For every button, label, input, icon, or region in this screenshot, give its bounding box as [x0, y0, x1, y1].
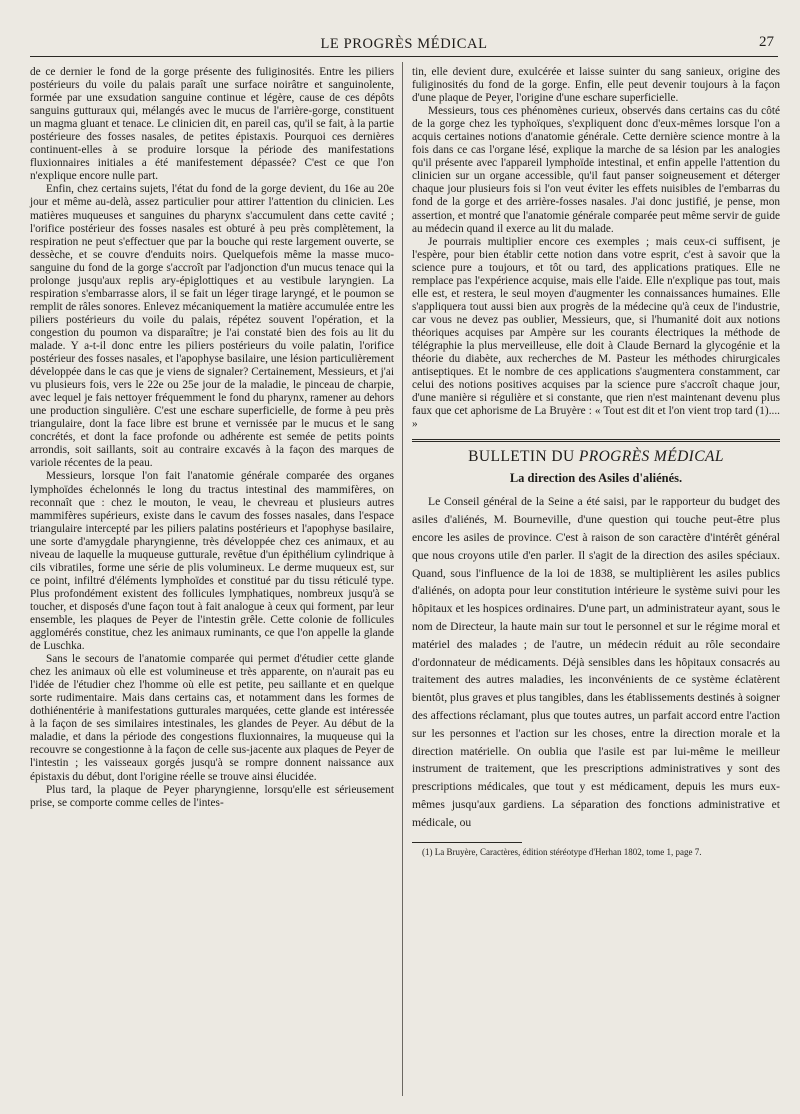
bulletin-heading-italic: PROGRÈS MÉDICAL: [578, 448, 724, 466]
footnote-divider: [412, 842, 522, 843]
paragraph: Messieurs, lorsque l'on fait l'anatomie générale comparée des organes lymphoïdes échelonnés le long du tractus intestinal des mammifères, on reconnaît que : chez le mouton, le veau, le chevreau et plusieurs autres mammifères supérieurs, existe dans le cavum des fosses nasales, dans l'espace triangulaire intercepté par les piliers palatins postérieurs et l'apophyse basilaire, une sorte d'amygdale pharyngienne, très développée chez ces animaux, et au niveau de laquelle la muqueuse gutturale, revêtue d'un épithélium cylindrique à cils vibratiles, forme une série de plis volumineux. Le derme muqueux est, sur ce point, infiltré d'éléments lymphoïdes et constitué par du tissu réticulé type. Plus profondément existent des follicules lymphatiques, nombreux jusqu'à se toucher, et disposés d'une façon tout à fait analogue à ceux qui forment, par leur ensemble, les plaques de Peyer de l'intestin grêle. Cette colonie de follicules agglomérés constitue, chez les animaux ruminants, ce que l'on appelle la glande de Luschka.: [30, 470, 394, 653]
page-number: 27: [759, 34, 774, 50]
paragraph: Messieurs, tous ces phénomènes curieux, observés dans certains cas du côté de la gorge chez les typhoïques, s'expliquent donc d'eux-mêmes lorsque l'on a acquis certaines notions d'anatomie générale. Cette dernière science montre à la fois dans ce cas l'organe lésé, explique la marche de sa lésion par les analogies qu'il présente avec l'appareil lymphoïde intestinal, et enfin appelle l'attention du clinicien sur un organe accessible, qu'il faut panser soigneusement et déterger chaque jour plusieurs fois si l'on veut éviter les effets nuisibles de l'embarras du fond de la gorge et des arrière-fosses nasales. J'ai donc justifié, je pense, mon assertion, et montré que l'anatomie générale comparée peut même servir de guide au médecin quand il exerce au lit du malade.: [412, 105, 780, 235]
right-column: [412, 66, 780, 858]
bulletin-heading: [412, 448, 780, 466]
paragraph: Je pourrais multiplier encore ces exemples ; mais ceux-ci suffisent, je l'espère, pour bien établir cette notion dans votre esprit, c'est à savoir que la science pure a toujours, et tôt ou tard, des applications pratiques. Elle ne remplace pas l'expérience acquise, mais elle l'aide. Elle n'explique pas tout, mais elle est, et restera, le seul moyen d'augmenter les connaissances humaines. Elle s'appliquera tout aussi bien aux progrès de la médecine qu'à ceux de l'industrie, car vous ne devez pas oublier, Messieurs, que, si l'humanité doit aux notions théoriques acquises par Ampère sur les courants électriques la méthode de télégraphie la plus merveilleuse, elle doit à Claude Bernard la glycogénie et la théorie du diabète, aux recherches de M. Pasteur les méthodes chirurgicales antiseptiques. Et le nombre de ces applications s'augmentera constamment, car celui des notions positives acquises par la science pure s'accroît chaque jour, d'une manière si régulière et si constante, que rien n'est maintenant devenu plus faux que cet aphorisme de La Bruyère : « Tout est dit et l'on vient trop tard (1).... »: [412, 235, 780, 431]
journal-title: LE PROGRÈS MÉDICAL: [320, 36, 488, 52]
paragraph: Le Conseil général de la Seine a été saisi, par le rapporteur du budget des asiles d'aliénés, M. Bourneville, d'une question qui touche peut-être plus encore les asiles de province. C'est à raison de son caractère d'intérêt général que nous croyons utile d'en parler. Il s'agit de la direction des asiles spéciaux. Quand, sous l'influence de la loi de 1838, se multiplièrent les asiles publics d'aliénés, on adopta pour leur constitution intérieure le système suivi pour les hôpitaux et les hospices ordinaires. D'une part, un administrateur ayant, sous le nom de Directeur, la haute main sur tout le personnel et sur le régime moral et matériel des malades ; de l'autre, un médecin réduit au rôle secondaire d'ordonnateur de médicaments. Déjà sensibles dans les hôpitaux consacrés au traitement des autres maladies, les inconvénients de ce système éclatèrent bientôt, plus graves et plus tangibles, dans les établissements destinés à soigner des affections réclamant, plus que toutes autres, un parfait accord entre l'action sur les personnes et l'action sur les choses, entre la direction morale et la direction matérielle. On oublia que l'asile est par lui-même le meilleur instrument de traitement, que les prescriptions administratives y sont des prescriptions médicales, que tout y est médicament, depuis les murs eux-mêmes jusqu'aux gardiens. La séparation des fonctions administrative et médicale, ou: [412, 495, 780, 829]
paragraph: Sans le secours de l'anatomie comparée qui permet d'étudier cette glande chez les animaux où elle est volumineuse et très apparente, on n'aurait pas eu l'idée de l'étudier chez l'homme où elle est petite, peu saillante et en quelque sorte rudimentaire. Mais dans certains cas, et notamment dans les formes de dothiénentérie à manifestations gutturales marquées, cette glande est intéressée à la façon de ses similaires intestinales, les glandes de Peyer. Au début de la maladie, et dans la période des congestions fluxionnaires, la muqueuse qui la recouvre se congestionne à la façon de celle sus-jacente aux plaques de Peyer de l'intestin ; les vaisseaux gorgés jusqu'à se rompre donnent naissance aux épistaxis du début, dont l'origine réelle se trouve ainsi élucidée.: [30, 653, 394, 783]
bulletin-body: [412, 493, 780, 831]
column-divider: [402, 62, 403, 1096]
paragraph: de ce dernier le fond de la gorge présente des fuliginosités. Entre les piliers postérieurs du voile du palais paraît une surface noirâtre et sanguinolente, formée par une exsudation sanguine continue et légère, cause de ces dépôts sanguins gutturaux qui, mélangés avec le mucus de l'arrière-gorge, constituent un magma gluant et tenace. Le clinicien dit, en pareil cas, qu'il se fait, à la partie postérieure des fosses nasales, de petites épistaxis. Pourquoi ces dernières continuent-elles à se produire lorsque la période des manifestations fluxionnaires initiales a été manifestement dépassée? C'est ce que l'on n'explique encore nulle part.: [30, 66, 394, 183]
footnote: (1) La Bruyère, Caractères, édition stéréotype d'Herhan 1802, tome 1, page 7.: [422, 846, 702, 857]
paragraph: tin, elle devient dure, exulcérée et laisse suinter du sang sanieux, origine des fuliginosités du fond de la gorge. Enfin, elle peut devenir toujours à la façon d'une plaque de Peyer, l'origine d'une eschare superficielle.: [412, 66, 780, 105]
paragraph: Enfin, chez certains sujets, l'état du fond de la gorge devient, du 16e au 20e jour et même au-delà, assez particulier pour attirer l'attention du clinicien. Les matières muqueuses et sanguines du pharynx s'accumulent dans cette cavité ; l'orifice postérieur des fosses nasales est obturé à peu près complètement, la respiration ne peut s'effectuer que par la bouche qui reste largement ouverte, se dessèche, et se couvre d'enduits noirs. Quelquefois même la masse muco-sanguine du fond de la gorge s'accroît par l'adjonction d'un mucus tenace qui la prolonge jusqu'aux replis ary-épiglottiques et au vestibule laryngien. La respiration s'embarrasse alors, il se fait un léger tirage laryngé, et le poumon se remplit de râles sonores. Enlevez mécaniquement la matière accumulée entre les piliers postérieurs du voile du palais, répétez souvent l'opération, et la congestion du poumon va disparaître; je l'ai constaté bien des fois au lit du malade. Y a-t-il donc entre les piliers postérieurs du voile palatin, l'orifice postérieur des fosses nasales, et l'apophyse basilaire, une lésion particulièrement développée dans le cas que je viens de signaler? Certainement, Messieurs, et j'ai vu plusieurs fois, vers le 22e ou 25e jour de la maladie, le pinceau de charpie, avec lequel je fais nettoyer fréquemment le fond du pharynx, ramener au dehors une production singulière. C'est une eschare superficielle, de forme à peu près triangulaire, dont la face libre est brune et vernissée par le mucus et le sang concrétés, et dont la face profonde ou adhérente est semée de petits points arrondis, soit saillants, soit au contraire excavés à la façon des marques de variole récentes de la peau.: [30, 183, 394, 470]
paragraph: Plus tard, la plaque de Peyer pharyngienne, lorsqu'elle est sérieusement prise, se comporte comme celles de l'intes-: [30, 783, 394, 809]
left-column: [30, 66, 394, 810]
running-header: [30, 30, 778, 57]
article-title: La direction des Asiles d'aliénés.: [509, 471, 683, 486]
bulletin-heading-plain: BULLETIN DU: [468, 448, 575, 466]
section-divider: [412, 439, 780, 442]
